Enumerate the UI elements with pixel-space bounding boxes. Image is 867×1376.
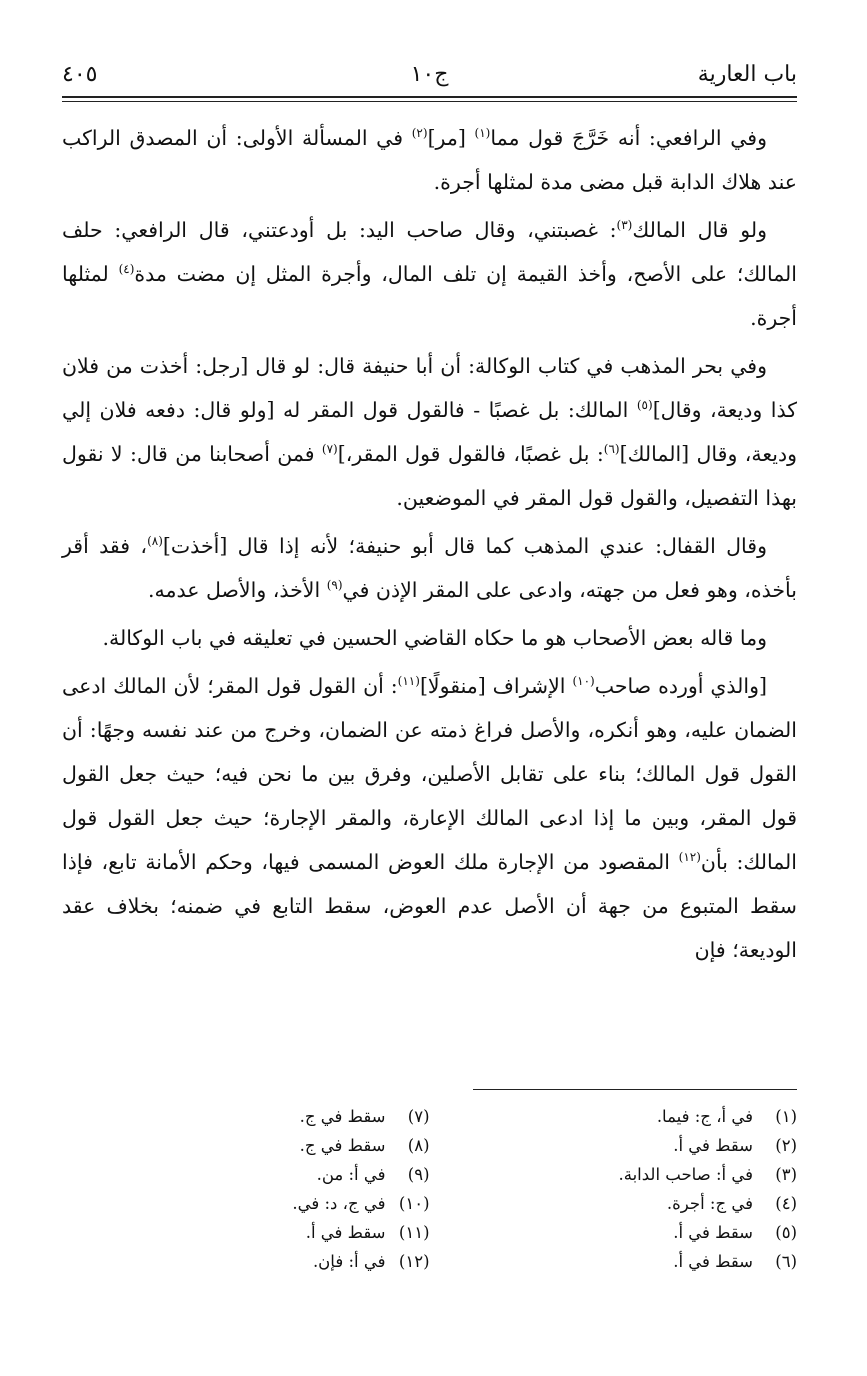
footnote-number: (١٠) (398, 1194, 430, 1213)
footnote-number: (٦) (775, 1252, 797, 1271)
footnote-text: في أ، ج: فيما. (656, 1107, 753, 1126)
footnote-number: (١٢) (398, 1252, 430, 1271)
paragraph-text: وفي الرافعي: أنه خَرَّجَ قول مما (490, 126, 767, 150)
footnote-number: (٢) (775, 1136, 797, 1155)
footnote-text: في أ: صاحب الدابة. (618, 1165, 753, 1184)
paragraph-text: : أن القول قول المقر؛ لأن المالك ادعى الضمان عليه، وهو أنكره، والأصل فراغ ذمته عن الضمان، وخرج من عند نفسه وجهًا: أن القول قول المالك؛ بناء على تقابل الأصلين، وفرق بين ما نحن فيه؛ حيث جعل القول قول المقر، وبين ما إذا ادعى المالك الإعارة، والمقر الإجارة؛ حيث جعل القول قول المالك: بأن (62, 674, 797, 874)
footnote-marker: (١١) (397, 674, 420, 689)
footnote-number: (١١) (398, 1223, 430, 1242)
footnote-text: في أ: من. (316, 1165, 386, 1184)
footnote-number: (٣) (775, 1165, 797, 1184)
body-text (62, 116, 797, 972)
footnote-item (430, 1102, 798, 1131)
paragraph (62, 116, 797, 204)
footnote-number: (٥) (775, 1223, 797, 1242)
footnote-text: سقط في أ. (673, 1223, 753, 1242)
footnote-item (430, 1160, 798, 1189)
footnote-number: (٩) (407, 1165, 430, 1184)
chapter-title: باب العارية (697, 62, 797, 87)
footnote-item (62, 1102, 430, 1131)
document-page (62, 52, 797, 1271)
paragraph-text: : بل غصبًا، فالقول قول المقر،] (337, 442, 604, 466)
paragraph-text: لمثلها أجرة. (62, 262, 797, 330)
paragraph (62, 344, 797, 520)
footnote-text: سقط في ج. (299, 1107, 386, 1126)
paragraph-text: [والذي أورده صاحب (594, 674, 768, 698)
footnote-item (430, 1131, 798, 1160)
paragraph-text: فمن أصحابنا من قال: لا نقول بهذا التفصيل، والقول قول المقر في الموضعين. (62, 442, 797, 510)
footnote-item (430, 1247, 798, 1276)
paragraph (62, 616, 797, 660)
paragraph-text: المالك: بل غصبًا - فالقول قول المقر له [ولو قال: دفعه فلان إلي وديعة، وقال [المالك] (62, 398, 797, 466)
footnotes-left-column (62, 1102, 430, 1276)
footnote-marker: (٩) (326, 578, 343, 593)
paragraph-text: الأخذ، والأصل عدمه. (148, 578, 327, 602)
paragraph-text: المقصود من الإجارة ملك العوض المسمى فيها، وحكم الأمانة تابع، فإذا سقط المتبوع من جهة أن الأصل عدم العوض، سقط التابع في ضمنه؛ بخلاف عقد الوديعة؛ فإن (62, 850, 797, 962)
footnote-item (62, 1131, 430, 1160)
paragraph-text: وقال القفال: عندي المذهب كما قال أبو حنيفة؛ لأنه إذا قال [أخذت] (162, 534, 768, 558)
paragraph-text: وفي بحر المذهب في كتاب الوكالة: أن أبا حنيفة قال: لو قال [رجل: أخذت من فلان كذا وديعة، وقال] (62, 354, 797, 422)
footnote-item (62, 1218, 430, 1247)
footnote-text: في ج، د: في. (292, 1194, 386, 1213)
footnote-item (430, 1218, 798, 1247)
page-number: ٤٠٥ (62, 62, 98, 87)
footnote-marker: (٧) (321, 442, 338, 457)
footnote-marker: (٦) (603, 442, 620, 457)
paragraph-text: الإشراف [منقولًا] (419, 674, 573, 698)
paragraph-text: ، فقد أقر بأخذه، وهو فعل من جهته، وادعى على المقر الإذن في (62, 534, 797, 602)
paragraph (62, 524, 797, 612)
paragraph-text: في المسألة الأولى: أن المصدق الراكب عند هلاك الدابة قبل مضى مدة لمثلها أجرة. (62, 126, 797, 194)
footnote-item (430, 1189, 798, 1218)
footnote-text: في ج: أجرة. (666, 1194, 753, 1213)
footnote-text: سقط في أ. (305, 1223, 386, 1242)
footnote-text: سقط في ج. (299, 1136, 386, 1155)
footnote-marker: (٥) (636, 398, 653, 413)
footnote-number: (١) (775, 1107, 797, 1126)
paragraph-text: ولو قال المالك (632, 218, 767, 242)
footnote-item (62, 1189, 430, 1218)
footnote-number: (٤) (775, 1194, 797, 1213)
footnotes (62, 1102, 797, 1276)
footnote-marker: (٨) (147, 534, 163, 549)
footnote-item (62, 1247, 430, 1276)
footnote-rule (473, 1089, 797, 1090)
paragraph-text: [مر] (427, 126, 475, 150)
paragraph-text: : غصبتني، وقال صاحب اليد: بل أودعتني، قال الرافعي: حلف المالك؛ على الأصح، وأخذ القيمة إن تلف المال، وأجرة المثل إن مضت مدة (62, 218, 797, 286)
footnote-marker: (٢) (411, 126, 428, 141)
footnote-text: سقط في أ. (673, 1136, 753, 1155)
footnote-number: (٧) (407, 1107, 430, 1126)
header-rule (62, 96, 797, 102)
footnote-marker: (٣) (616, 218, 633, 233)
footnote-number: (٨) (407, 1136, 430, 1155)
footnote-text: سقط في أ. (673, 1252, 753, 1271)
footnote-marker: (١) (474, 126, 491, 141)
paragraph-text: وما قاله بعض الأصحاب هو ما حكاه القاضي الحسين في تعليقه في باب الوكالة. (102, 626, 767, 650)
volume-label: ج١٠ (410, 62, 449, 87)
footnote-marker: (٤) (118, 262, 135, 277)
paragraph (62, 664, 797, 972)
paragraph (62, 208, 797, 340)
footnote-marker: (١٢) (678, 850, 701, 865)
running-header (62, 52, 797, 92)
footnotes-right-column (430, 1102, 798, 1276)
footnote-marker: (١٠) (572, 674, 595, 689)
footnote-text: في أ: فإن. (312, 1252, 386, 1271)
footnote-item (62, 1160, 430, 1189)
